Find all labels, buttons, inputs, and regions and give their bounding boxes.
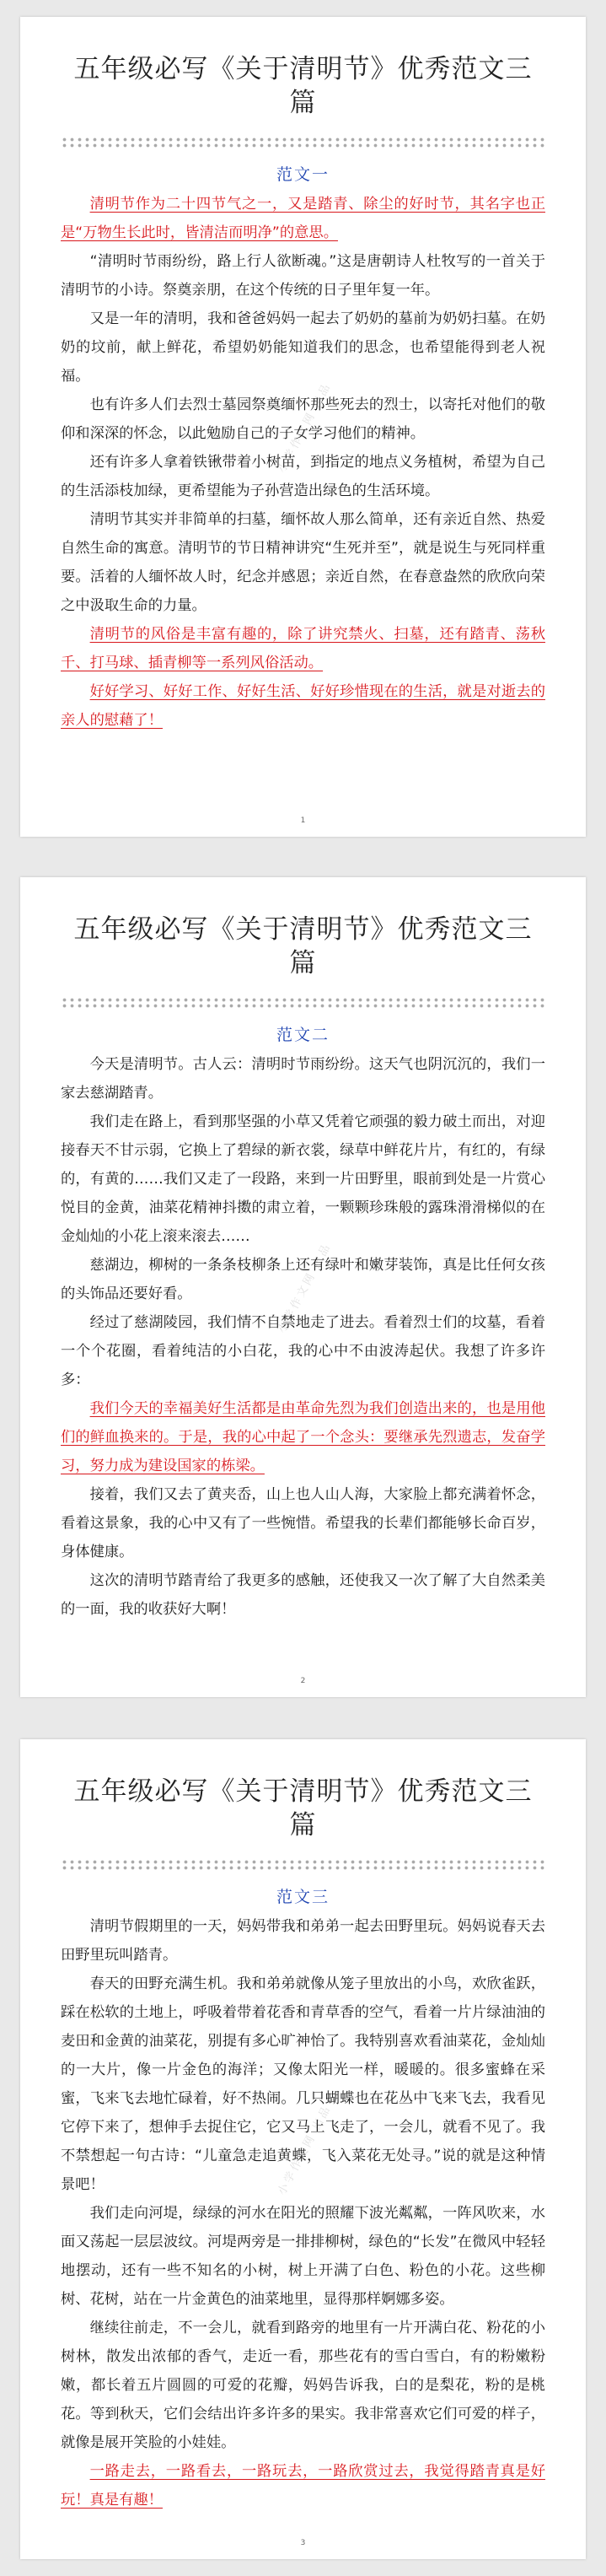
essay-paragraph: 清明节其实并非简单的扫墓，缅怀故人那么简单，还有亲近自然、热爱自然生命的寓意。清明节的节日精神讲究“生死并至”，就是说生与死同样重要。活着的人缅怀故人时，纪念并感恩；亲近自然，在春意盎然的欣欣向荣之中汲取生命的力量。	[61, 511, 545, 614]
essay-paragraph: 又是一年的清明，我和爸爸妈妈一起去了奶奶的墓前为奶奶扫墓。在奶奶的坟前，献上鲜花，希望奶奶能知道我们的思念，也希望能得到老人祝福。	[61, 310, 545, 385]
decorative-separator	[61, 997, 545, 1009]
essay-paragraph: 这次的清明节踏青给了我更多的感触，还使我又一次了解了大自然柔美的一面，我的收获好大啊！	[61, 1572, 545, 1618]
essay-paragraph: 清明节的风俗是丰富有趣的，除了讲究禁火、扫墓，还有踏青、荡秋千、打马球、插青柳等一系列风俗活动。	[61, 626, 545, 671]
page-title: 五年级必写《关于清明节》优秀范文三篇	[73, 54, 533, 118]
document-page-2	[20, 877, 586, 1697]
essay-paragraph: 我们今天的幸福美好生活都是由革命先烈为我们创造出来的，也是用他们的鲜血换来的。于是，我的心中起了一个念头：要继承先烈遗志，发奋学习，努力成为建设国家的栋梁。	[61, 1400, 545, 1474]
watermark: 小学作文网 出品	[275, 380, 334, 476]
essay-body	[61, 190, 545, 735]
essay-paragraph: 慈湖边，柳树的一条条枝柳条上还有绿叶和嫩芽装饰，真是比任何女孩的头饰品还要好看。	[61, 1257, 545, 1302]
essay-subtitle: 范文一	[276, 165, 330, 184]
essay-paragraph: 好好学习、好好工作、好好生活、好好珍惜现在的生活，就是对逝去的亲人的慰藉了！	[61, 683, 545, 729]
page-number: 3	[300, 2539, 306, 2547]
essay-paragraph: 一路走去，一路看去，一路玩去，一路欣赏过去，我觉得踏青真是好玩！真是有趣！	[61, 2463, 545, 2509]
essay-paragraph: 春天的田野充满生机。我和弟弟就像从笼子里放出的小鸟，欢欣雀跃，踩在松软的土地上，呼吸着带着花香和青草香的空气，看着一片片绿油油的麦田和金黄的油菜花，别提有多心旷神怡了。我特别喜欢看油菜花，金灿灿的一大片，像一片金色的海洋；又像太阳光一样，暖暖的。很多蜜蜂在采蜜，飞来飞去地忙碌着，好不热闹。几只蝴蝶也在花丛中飞来飞去，我看见它停下来了，想伸手去捉住它，它又马上飞走了，一会儿，就看不见了。我不禁想起一句古诗：“儿童急走追黄蝶，飞入菜花无处寻。”说的就是这种情景吧！	[61, 1975, 545, 2193]
essay-paragraph: 我们走在路上，看到那坚强的小草又凭着它顽强的毅力破土而出，对迎接春天不甘示弱，它换上了碧绿的新衣裳，绿草中鲜花片片，有红的，有绿的，有黄的……我们又走了一段路，来到一片田野里，眼前到处是一片赏心悦目的金黄，油菜花精神抖擞的肃立着，一颗颗珍珠般的露珠滑滑梯似的在金灿灿的小花上滚来滚去……	[61, 1113, 545, 1245]
essay-paragraph: 我们走向河堤，绿绿的河水在阳光的照耀下波光粼粼，一阵风吹来，水面又荡起一层层波纹。河堤两旁是一排排柳树，绿色的“长发”在微风中轻轻地摆动，还有一些不知名的小树，树上开满了白色、粉色的小花。这些柳树、花树，站在一片金黄色的油菜地里，显得那样婀娜多姿。	[61, 2205, 545, 2308]
essay-paragraph: 接着，我们又去了黄夹岙，山上也人山人海，大家脸上都充满着怀念，看着这景象，我的心中又有了一些惋惜。希望我的长辈们都能够长命百岁，身体健康。	[61, 1486, 545, 1560]
page-number: 2	[300, 1677, 306, 1685]
document-page-3	[20, 1739, 586, 2559]
essay-paragraph: 清明节作为二十四节气之一，又是踏青、除尘的好时节，其名字也正是“万物生长此时，皆清洁而明净”的意思。	[61, 196, 545, 241]
essay-paragraph: 经过了慈湖陵园，我们情不自禁地走了进去。看着烈士们的坟墓，看着一个个花圈，看着纯洁的小白花，我的心中不由波涛起伏。我想了许多许多：	[61, 1314, 545, 1388]
essay-paragraph: 清明节假期里的一天，妈妈带我和弟弟一起去田野里玩。妈妈说春天去田野里玩叫踏青。	[61, 1918, 545, 1964]
essay-body	[61, 1050, 545, 1624]
essay-subtitle: 范文三	[276, 1888, 330, 1906]
essay-paragraph: 继续往前走，不一会儿，就看到路旁的地里有一片开满白花、粉花的小树林，散发出浓郁的香气，走近一看，那些花有的雪白雪白，有的粉嫩粉嫩，都长着五片圆圆的可爱的花瓣，妈妈告诉我，白的是梨花，粉的是桃花。等到秋天，它们会结出许多许多的果实。我非常喜欢它们可爱的样子，就像是展开笑脸的小娃娃。	[61, 2320, 545, 2451]
page-number: 1	[300, 816, 306, 825]
essay-paragraph: 还有许多人拿着铁锹带着小树苗，到指定的地点义务植树，希望为自己的生活添枝加绿，更希望能为子孙营造出绿色的生活环境。	[61, 454, 545, 499]
page-title: 五年级必写《关于清明节》优秀范文三篇	[73, 914, 533, 978]
page-title: 五年级必写《关于清明节》优秀范文三篇	[73, 1776, 533, 1840]
essay-body	[61, 1912, 545, 2514]
essay-subtitle: 范文二	[276, 1026, 330, 1044]
essay-paragraph: “清明时节雨纷纷，路上行人欲断魂。”这是唐朝诗人杜牧写的一首关于清明节的小诗。祭奠亲朋，在这个传统的日子里年复一年。	[61, 253, 545, 299]
essay-paragraph: 也有许多人们去烈士墓园祭奠缅怀那些死去的烈士，以寄托对他们的敬仰和深深的怀念，以此勉励自己的子女学习他们的精神。	[61, 396, 545, 442]
essay-paragraph: 今天是清明节。古人云：清明时节雨纷纷。这天气也阴沉沉的，我们一家去慈湖踏青。	[61, 1056, 545, 1102]
watermark: 小学作文网 出品	[275, 2102, 334, 2198]
document-page-1	[20, 17, 586, 837]
decorative-separator	[61, 1859, 545, 1871]
decorative-separator	[61, 137, 545, 148]
watermark: 小学作文网 出品	[275, 1240, 334, 1336]
